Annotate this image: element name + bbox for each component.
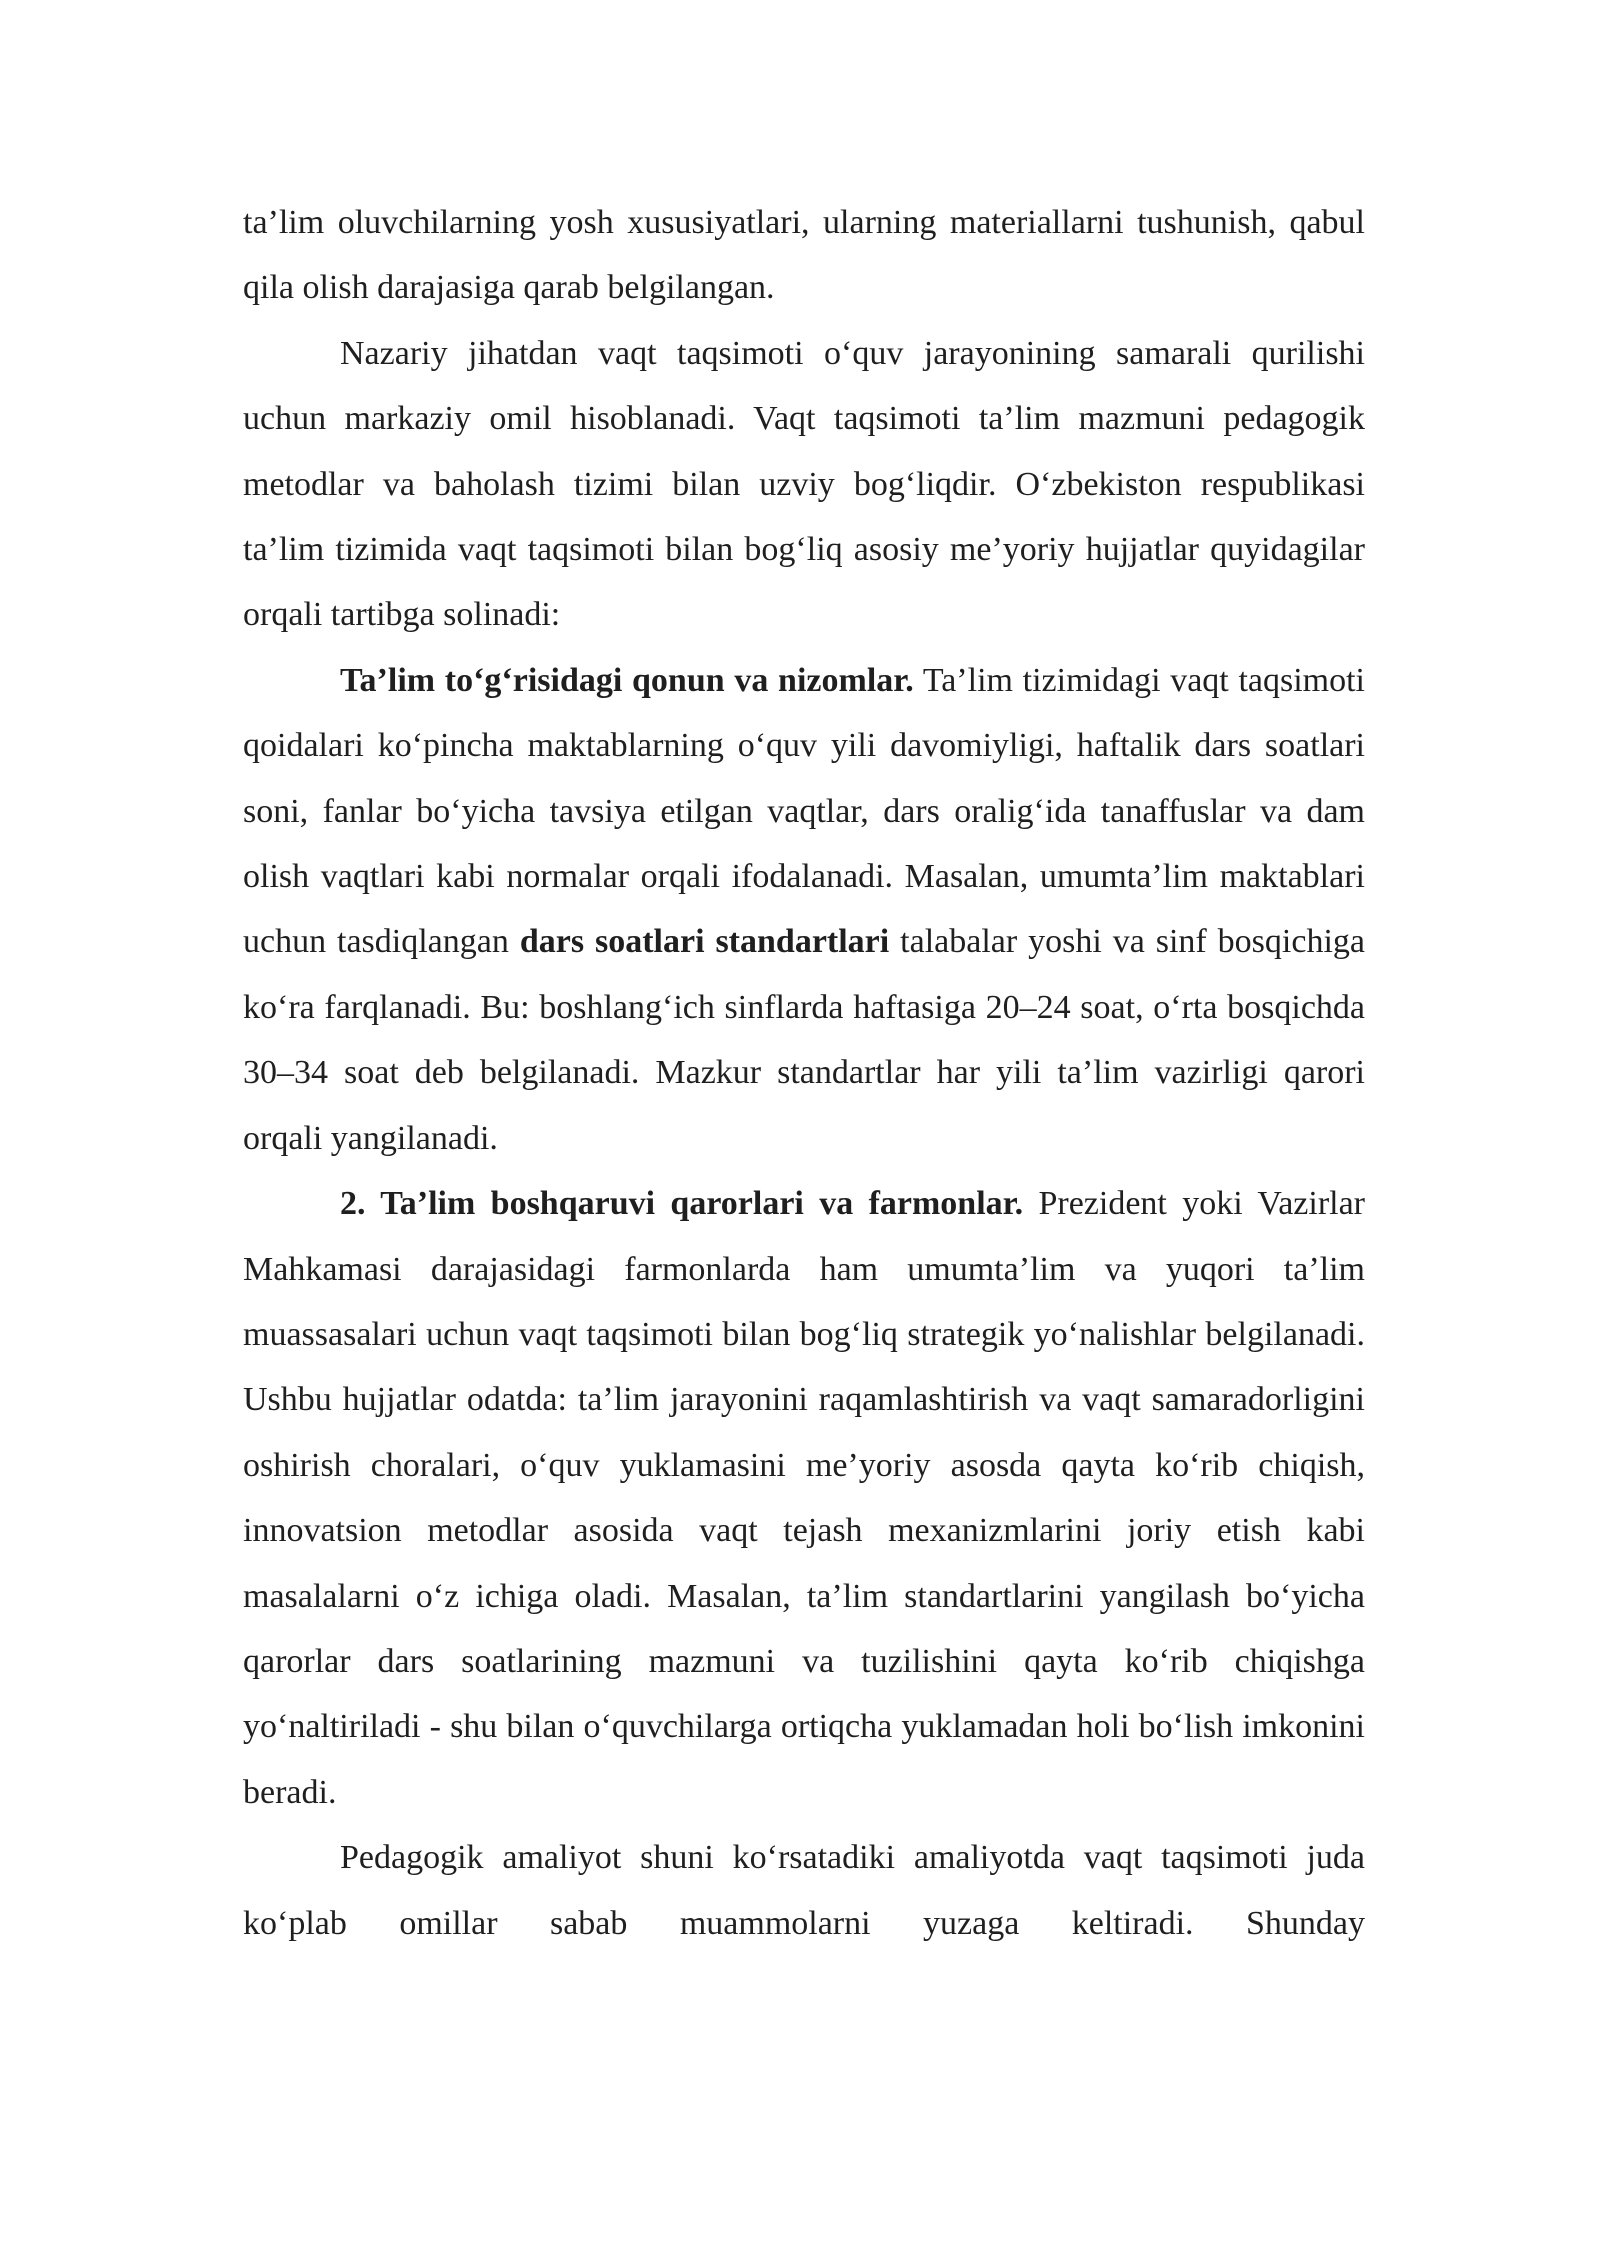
document-body — [243, 190, 1365, 1956]
paragraph-continuation — [243, 190, 1365, 321]
bold-phrase: dars soatlari standartlari — [519, 923, 890, 961]
paragraph-text: Ta’lim tizimidagi vaqt taqsimoti qoidalari ko‘pincha maktablarning o‘quv yili davomiyligi, haftalik dars soatlari soni, fanlar bo‘yicha tavsiya etilgan vaqtlar, dars oralig‘ida tanaffuslar va dam olish vaqtlari kabi normalar orqali ifodalanadi. Masalan, umumta’lim maktablari uchun tasdiqlangan — [243, 661, 1365, 961]
paragraph-text: talabalar yoshi va sinf bosqichiga ko‘ra farqlanadi. Bu: boshlang‘ich sinflarda haftasiga 20–24 soat, o‘rta bosqichda 30–34 soat deb belgilanadi. Mazkur standartlar har yili ta’lim vazirligi qarori orqali yangilanadi. — [243, 923, 1365, 1157]
paragraph-heading: 2. Ta’lim boshqaruvi qarorlari va farmonlar. — [340, 1185, 1024, 1223]
paragraph-heading: Ta’lim to‘g‘risidagi qonun va nizomlar. — [340, 661, 914, 699]
paragraph-text: ta’lim oluvchilarning yosh xususiyatlari, ularning materiallarni tushunish, qabul qila olish darajasiga qarab belgilangan. — [243, 204, 1365, 307]
paragraph-pedagogical-practice — [243, 1825, 1365, 1956]
paragraph-education-law — [243, 648, 1365, 1171]
paragraph-management-decrees — [243, 1171, 1365, 1825]
paragraph-text: Prezident yoki Vazirlar Mahkamasi darajasidagi farmonlarda ham umumta’lim va yuqori ta’lim muassasalari uchun vaqt taqsimoti bilan bog‘liq strategik yo‘nalishlar belgilanadi. Ushbu hujjatlar odatda: ta’lim jarayonini raqamlashtirish va vaqt samaradorligini oshirish choralari, o‘quv yuklamasini me’yoriy asosda qayta ko‘rib chiqish, innovatsion metodlar asosida vaqt tejash mexanizmlarini joriy etish kabi masalalarni o‘z ichiga oladi. Masalan, ta’lim standartlarini yangilash bo‘yicha qarorlar dars soatlarining mazmuni va tuzilishini qayta ko‘rib chiqishga yo‘naltiriladi - shu bilan o‘quvchilarga ortiqcha yuklamadan holi bo‘lish imkonini beradi. — [243, 1185, 1366, 1811]
paragraph-time-distribution — [243, 321, 1365, 648]
paragraph-text: Pedagogik amaliyot shuni ko‘rsatadiki amaliyotda vaqt taqsimoti juda ko‘plab omillar sabab muammolarni yuzaga keltiradi. Shunday — [243, 1839, 1365, 1942]
paragraph-text: Nazariy jihatdan vaqt taqsimoti o‘quv jarayonining samarali qurilishi uchun markaziy omil hisoblanadi. Vaqt taqsimoti ta’lim mazmuni pedagogik metodlar va baholash tizimi bilan uzviy bog‘liqdir. O‘zbekiston respublikasi ta’lim tizimida vaqt taqsimoti bilan bog‘liq asosiy me’yoriy hujjatlar quyidagilar orqali tartibga solinadi: — [243, 334, 1365, 634]
